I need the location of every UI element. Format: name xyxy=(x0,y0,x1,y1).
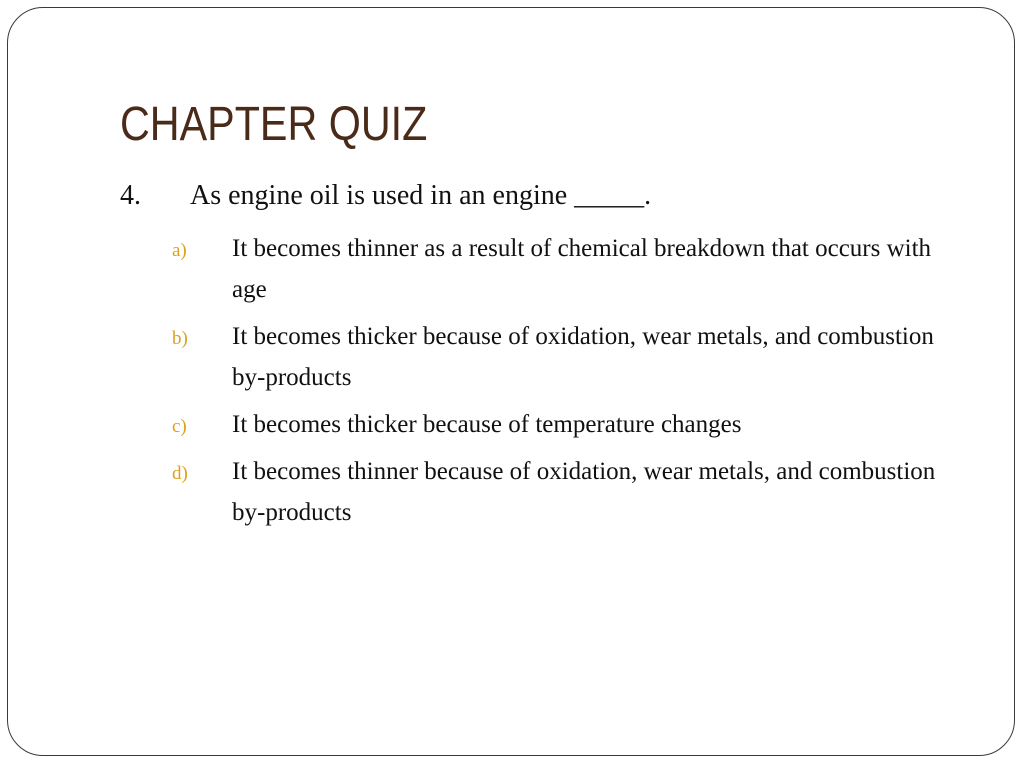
question-number: 4. xyxy=(120,180,141,211)
option-marker-d: d) xyxy=(172,463,188,484)
answer-options xyxy=(168,228,958,539)
option-marker-a: a) xyxy=(172,240,187,261)
slide-frame xyxy=(7,7,1015,756)
answer-option-d xyxy=(168,451,958,533)
option-marker-c: c) xyxy=(172,416,187,437)
option-marker-b: b) xyxy=(172,328,188,349)
answer-option-a xyxy=(168,228,958,310)
question-text: As engine oil is used in an engine _____. xyxy=(190,180,652,211)
slide-title: CHAPTER QUIZ xyxy=(120,98,428,151)
answer-option-c xyxy=(168,404,958,445)
option-text-d: It becomes thinner because of oxidation, wear metals, and combustion by-products xyxy=(232,458,936,526)
option-text-b: It becomes thicker because of oxidation, wear metals, and combustion by-products xyxy=(232,323,934,391)
option-text-c: It becomes thicker because of temperature changes xyxy=(232,411,742,438)
answer-option-b xyxy=(168,316,958,398)
option-text-a: It becomes thinner as a result of chemical breakdown that occurs with age xyxy=(232,235,932,303)
